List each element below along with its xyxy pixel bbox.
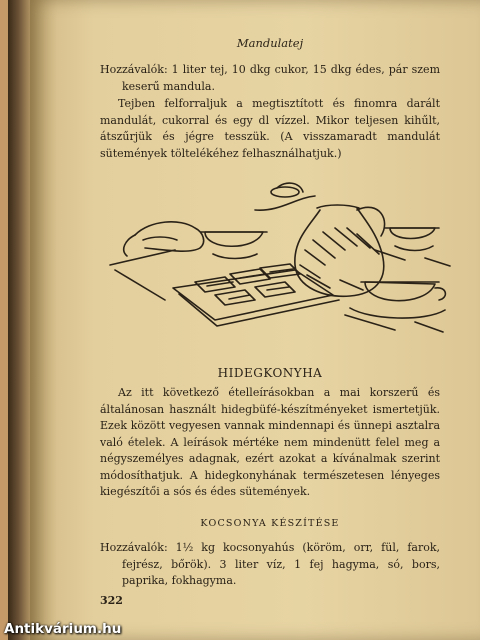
section-title: HIDEGKONYHA [217,366,323,380]
intro-paragraph [100,385,440,501]
running-header: Mandulatej [236,36,304,50]
sketch-tea-service-illustration-icon [95,170,455,345]
ingredients-text: Hozzávalók: 1 liter tej, 10 dkg cukor, 15 dkg édes, pár szem keserű mandula. [100,63,440,93]
watermark-text: Antikvárium.hu [4,621,122,637]
ingredients-paragraph [100,62,440,95]
ingredients2-paragraph [100,540,440,590]
ingredients2-text: Hozzávalók: 1½ kg kocsonyahús (köröm, orr, fül, farok, fejrész, bőrök). 3 liter víz, 1 fej hagyma, só, bors, paprika, fokhagyma. [100,541,440,587]
method-text: Tejben felforraljuk a megtisztított és finomra darált mandulát, cukorral és egy dl vízzel. Mikor teljesen kihűlt, átszűrjük és jégre tesszük. (A visszamaradt mandulát sütemények töltelékéhez felhasználhatjuk.) [100,97,440,160]
subsection-title: KOCSONYA KÉSZÍTÉSE [200,518,340,529]
page-number: 322 [100,594,123,607]
intro-text: Az itt következő ételleírásokban a mai korszerű és általánosan használt hidegbüfé-készítményeket ismertetjük. Ezek között vegyesen vannak mindennapi és ünnepi asztalra való ételek. A leírások mértéke nem mindenütt felel meg a négyszemélyes adagnak, ezért azokat a kívánalmak szerint módosíthatjuk. A hidegkonyhának természetesen lényeges kiegészítői a sós és édes sütemények. [100,386,440,498]
method-paragraph [100,96,440,162]
